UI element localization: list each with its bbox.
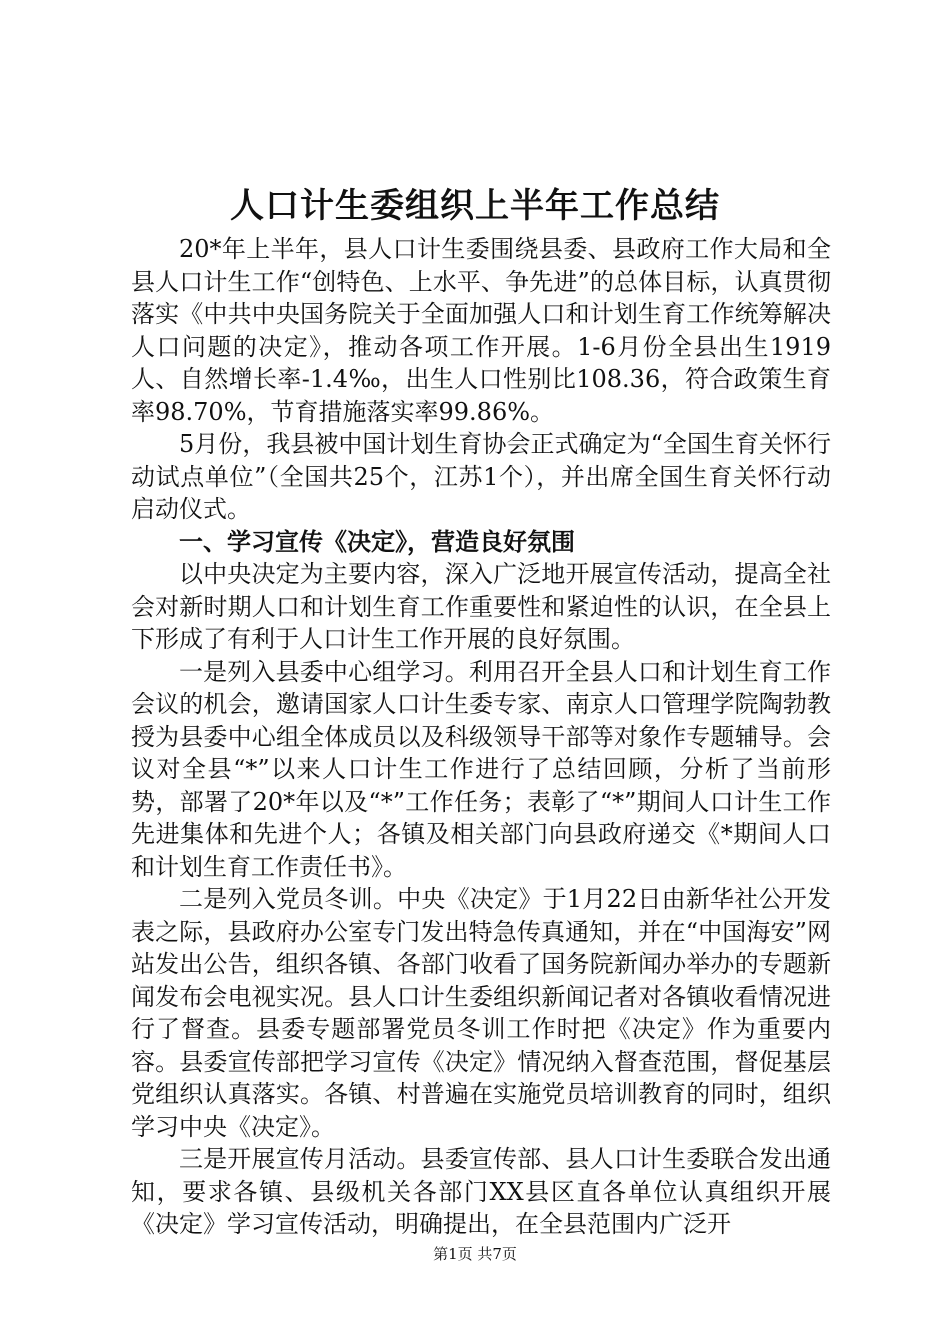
document-body bbox=[131, 233, 831, 1241]
section-heading-1: 一、学习宣传《决定》，营造良好氛围 bbox=[179, 526, 575, 556]
paragraph-item-2: 二是列入党员冬训。中央《决定》于1月22日由新华社公开发表之际，县政府办公室专门发出特急传真通知，并在“中国海安”网站发出公告，组织各镇、各部门收看了国务院新闻办举办的专题新闻发布会电视实况。县人口计生委组织新闻记者对各镇收看情况进行了督查。县委专题部署党员冬训工作时把《决定》作为重要内容。县委宣传部把学习宣传《决定》情况纳入督查范围，督促基层党组织认真落实。各镇、村普遍在实施党员培训教育的同时，组织学习中央《决定》。 bbox=[131, 885, 831, 1141]
paragraph-pilot-unit: 5月份，我县被中国计划生育协会正式确定为“全国生育关怀行动试点单位”（全国共25个，江苏1个），并出席全国生育关怀行动启动仪式。 bbox=[131, 430, 831, 523]
paragraph-intro: 20*年上半年，县人口计生委围绕县委、县政府工作大局和全县人口计生工作“创特色、上水平、争先进”的总体目标，认真贯彻落实《中共中央国务院关于全面加强人口和计划生育工作统筹解决人口问题的决定》，推动各项工作开展。1-6月份全县出生1919人、自然增长率-1.4‰，出生人口性别比108.36，符合政策生育率98.70%，节育措施落实率99.86%。 bbox=[131, 235, 831, 426]
paragraph-section-1-intro: 以中央决定为主要内容，深入广泛地开展宣传活动，提高全社会对新时期人口和计划生育工作重要性和紧迫性的认识，在全县上下形成了有利于人口计生工作开展的良好氛围。 bbox=[131, 560, 831, 653]
page-number: 第1页 共7页 bbox=[433, 1245, 517, 1263]
page-title: 人口计生委组织上半年工作总结 bbox=[230, 186, 720, 226]
paragraph-item-3: 三是开展宣传月活动。县委宣传部、县人口计生委联合发出通知，要求各镇、县级机关各部门XX县区直各单位认真组织开展《决定》学习宣传活动，明确提出，在全县范围内广泛开 bbox=[131, 1145, 831, 1238]
paragraph-item-1: 一是列入县委中心组学习。利用召开全县人口和计划生育工作会议的机会，邀请国家人口计生委专家、南京人口管理学院陶勃教授为县委中心组全体成员以及科级领导干部等对象作专题辅导。会议对全县“*”以来人口计生工作进行了总结回顾，分析了当前形势，部署了20*年以及“*”工作任务；表彰了“*”期间人口计生工作先进集体和先进个人；各镇及相关部门向县政府递交《*期间人口和计划生育工作责任书》。 bbox=[131, 657, 831, 881]
